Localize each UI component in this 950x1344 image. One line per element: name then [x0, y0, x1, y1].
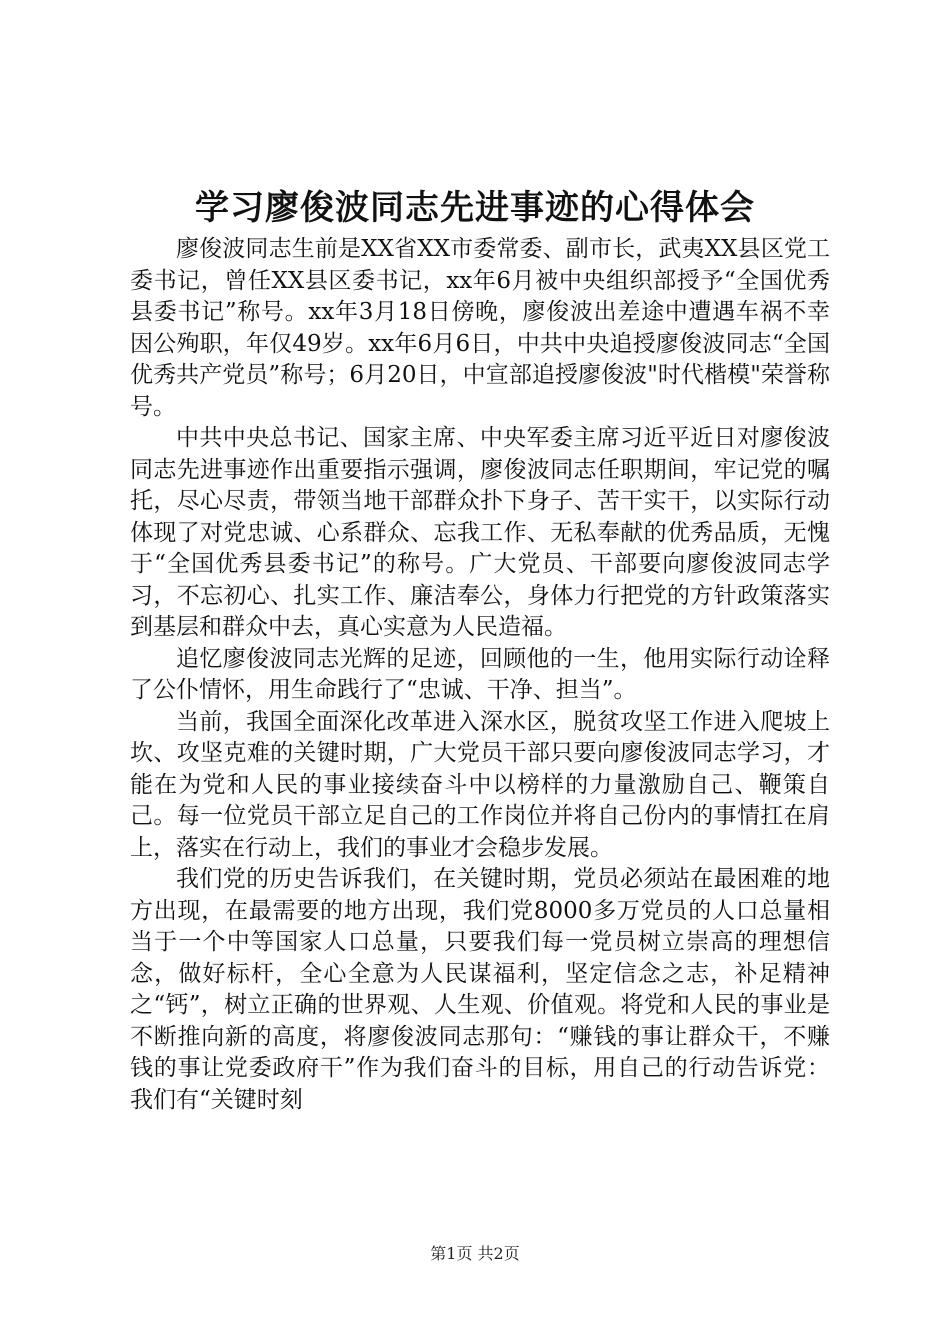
paragraph-3: 追忆廖俊波同志光辉的足迹，回顾他的一生，他用实际行动诠释了公仆情怀，用生命践行了“忠诚、干净、担当”。 [130, 645, 830, 703]
document-body [130, 234, 830, 1116]
paragraph-2: 中共中央总书记、国家主席、中央军委主席习近平近日对廖俊波同志先进事迹作出重要指示强调，廖俊波同志任职期间，牢记党的嘱托，尽心尽责，带领当地干部群众扑下身子、苦干实干，以实际行动体现了对党忠诚、心系群众、忘我工作、无私奉献的优秀品质，无愧于“全国优秀县委书记”的称号。广大党员、干部要向廖俊波同志学习，不忘初心、扎实工作、廉洁奉公，身体力行把党的方针政策落实到基层和群众中去，真心实意为人民造福。 [130, 425, 830, 640]
page-footer: 第1页 共2页 [430, 1244, 520, 1263]
paragraph-1: 廖俊波同志生前是XX省XX市委常委、副市长，武夷XX县区党工委书记，曾任XX县区委书记，xx年6月被中央组织部授予“全国优秀县委书记”称号。xx年3月18日傍晚，廖俊波出差途中遭遇车祸不幸因公殉职，年仅49岁。xx年6月6日，中共中央追授廖俊波同志“全国优秀共产党员”称号；6月20日，中宣部追授廖俊波"时代楷模"荣誉称号。 [130, 236, 830, 420]
paragraph-5: 我们党的历史告诉我们，在关键时期，党员必须站在最困难的地方出现，在最需要的地方出现，我们党8000多万党员的人口总量相当于一个中等国家人口总量，只要我们每一党员树立崇高的理想信念，做好标杆，全心全意为人民谋福利，坚定信念之志，补足精神之“钙”，树立正确的世界观、人生观、价值观。将党和人民的事业是不断推向新的高度，将廖俊波同志那句：“赚钱的事让群众干，不赚钱的事让党委政府干”作为我们奋斗的目标，用自己的行动告诉党：我们有“关键时刻 [130, 866, 830, 1113]
paragraph-4: 当前，我国全面深化改革进入深水区，脱贫攻坚工作进入爬坡上坎、攻坚克难的关键时期，广大党员干部只要向廖俊波同志学习，才能在为党和人民的事业接续奋斗中以榜样的力量激励自己、鞭策自己。每一位党员干部立足自己的工作岗位并将自己份内的事情扛在肩上，落实在行动上，我们的事业才会稳步发展。 [130, 708, 830, 861]
document-title: 学习廖俊波同志先进事迹的心得体会 [195, 188, 755, 228]
